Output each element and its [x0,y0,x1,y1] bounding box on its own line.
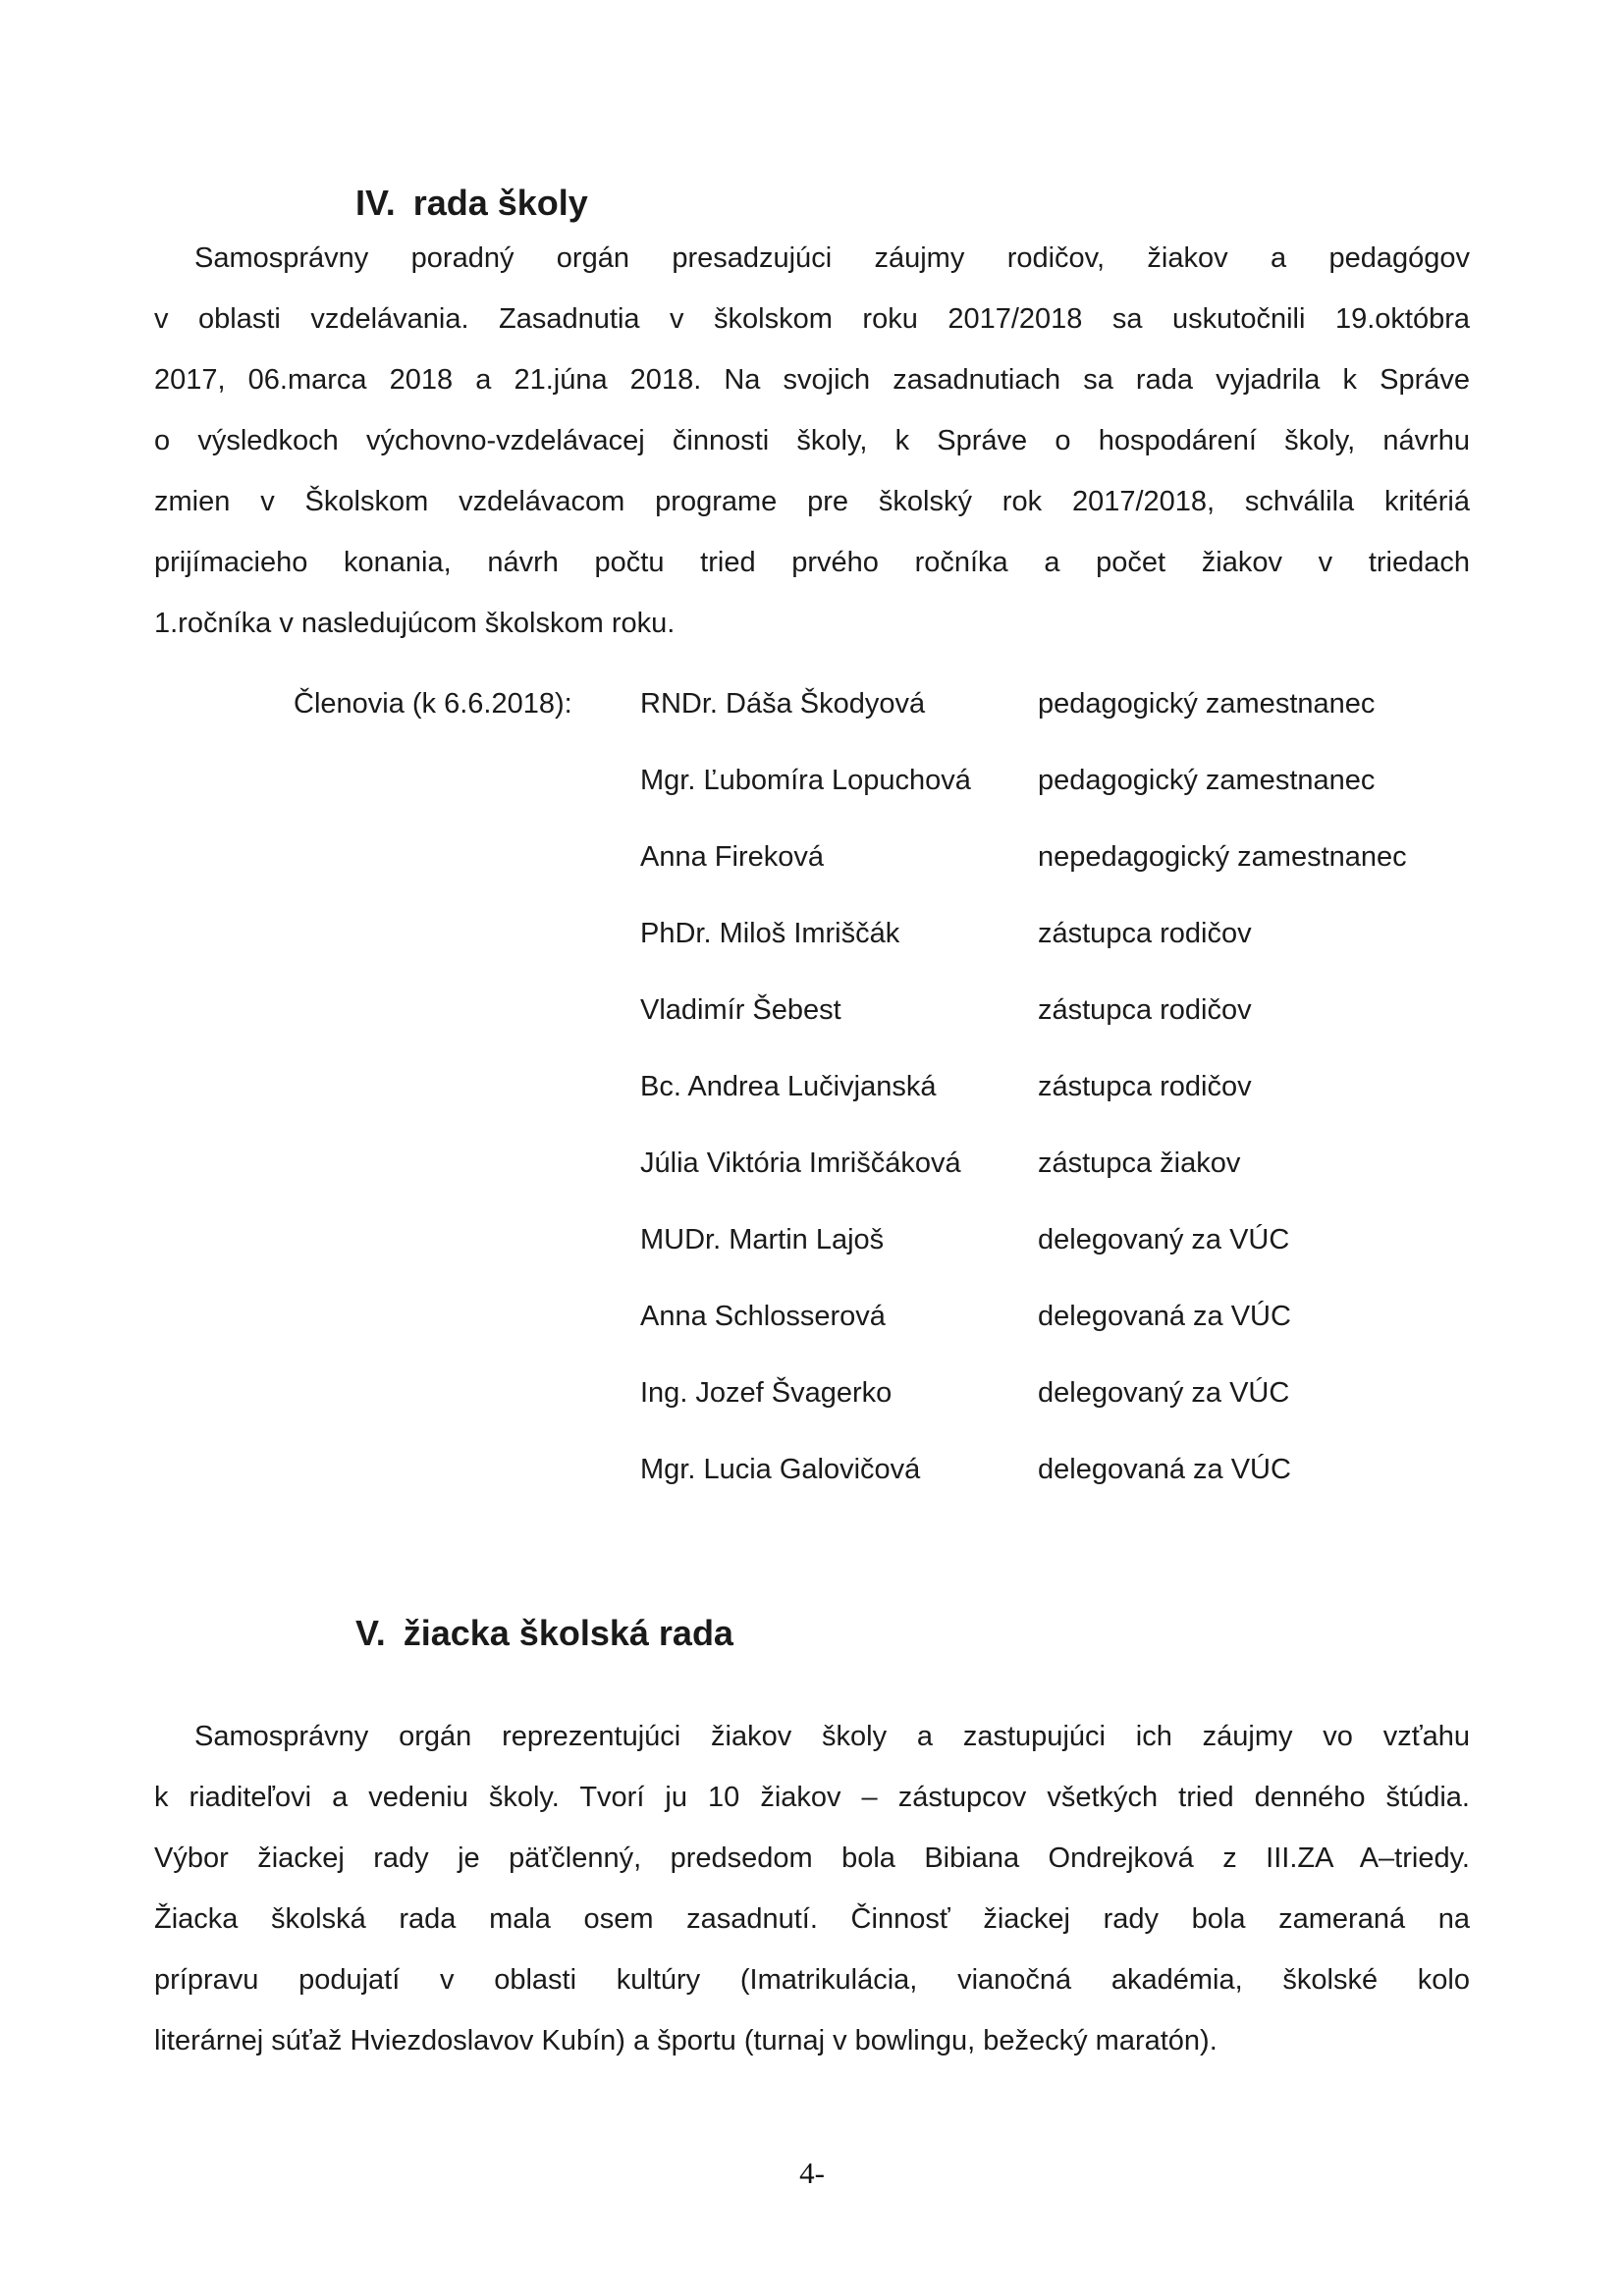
section-v-heading [355,1612,733,1654]
paragraph-line: Žiacka školská rada mala osem zasadnutí. Činnosť žiackej rady bola zameraná na [154,1903,1470,1935]
member-row [154,915,1548,991]
member-role: pedagogický zamestnanec [1038,765,1376,796]
member-name: Mgr. Lucia Galovičová [640,1454,921,1485]
section-v-heading-title: žiacka školská rada [403,1612,733,1653]
paragraph-line: v oblasti vzdelávania. Zasadnutia v školskom roku 2017/2018 sa uskutočnili 19.októbra [154,303,1470,335]
member-role: zástupca rodičov [1038,1071,1252,1102]
paragraph-line: Výbor žiackej rady je päťčlenný, predsedom bola Bibiana Ondrejková z III.ZA A–triedy. [154,1842,1470,1874]
members-label: Členovia (k 6.6.2018): [294,688,572,720]
paragraph-line: o výsledkoch výchovno-vzdelávacej činnosti školy, k Správe o hospodárení školy, návrhu [154,425,1470,456]
member-row [154,685,1548,762]
member-name: PhDr. Miloš Imriščák [640,918,900,949]
section-iv-heading-number: IV. [355,182,396,223]
member-row [154,1145,1548,1221]
member-row [154,762,1548,838]
member-row [154,1451,1548,1527]
section-iv-heading-title: rada školy [412,182,588,223]
member-name: Vladimír Šebest [640,994,841,1026]
member-name: Anna Schlosserová [640,1301,886,1332]
member-role: zástupca žiakov [1038,1148,1241,1179]
member-name: Bc. Andrea Lučivjanská [640,1071,937,1102]
member-role: delegovaná za VÚC [1038,1301,1291,1332]
member-name: Ing. Jozef Švagerko [640,1377,893,1409]
member-role: delegovaný za VÚC [1038,1224,1290,1255]
section-v-paragraph [154,1706,1470,2071]
paragraph-line: Samosprávny orgán reprezentujúci žiakov školy a zastupujúci ich záujmy vo vzťahu [194,1721,1470,1752]
section-iv-heading [355,182,588,224]
member-name: Anna Fireková [640,841,824,873]
paragraph-line: 2017, 06.marca 2018 a 21.júna 2018. Na svojich zasadnutiach sa rada vyjadrila k Správe [154,364,1470,396]
member-row [154,1298,1548,1374]
member-role: delegovaný za VÚC [1038,1377,1290,1409]
paragraph-line: 1.ročníka v nasledujúcom školskom roku. [154,608,676,639]
member-name: MUDr. Martin Lajoš [640,1224,885,1255]
paragraph-line: prípravu podujatí v oblasti kultúry (Imatrikulácia, vianočná akadémia, školské kolo [154,1964,1470,1996]
member-row [154,1068,1548,1145]
paragraph-line: zmien v Školskom vzdelávacom programe pre školský rok 2017/2018, schválila kritériá [154,486,1470,517]
section-iv-paragraph [154,228,1470,654]
paragraph-line: k riaditeľovi a vedeniu školy. Tvorí ju 10 žiakov – zástupcov všetkých tried denného štúdia. [154,1782,1470,1813]
member-row [154,1221,1548,1298]
member-role: zástupca rodičov [1038,918,1252,949]
member-row [154,1374,1548,1451]
members-list [154,685,1548,1527]
paragraph-line: prijímacieho konania, návrh počtu tried prvého ročníka a počet žiakov v triedach [154,547,1470,578]
member-row [154,991,1548,1068]
paragraph-line: literárnej súťaž Hviezdoslavov Kubín) a športu (turnaj v bowlingu, bežecký maratón). [154,2025,1218,2056]
member-role: zástupca rodičov [1038,994,1252,1026]
member-row [154,838,1548,915]
member-name: Júlia Viktória Imriščáková [640,1148,961,1179]
page-number: 4- [799,2156,825,2190]
paragraph-line: Samosprávny poradný orgán presadzujúci záujmy rodičov, žiakov a pedagógov [194,242,1470,274]
section-v-heading-number: V. [355,1612,386,1653]
member-name: RNDr. Dáša Škodyová [640,688,926,720]
member-role: delegovaná za VÚC [1038,1454,1291,1485]
member-role: nepedagogický zamestnanec [1038,841,1407,873]
member-name: Mgr. Ľubomíra Lopuchová [640,765,971,796]
member-role: pedagogický zamestnanec [1038,688,1376,720]
